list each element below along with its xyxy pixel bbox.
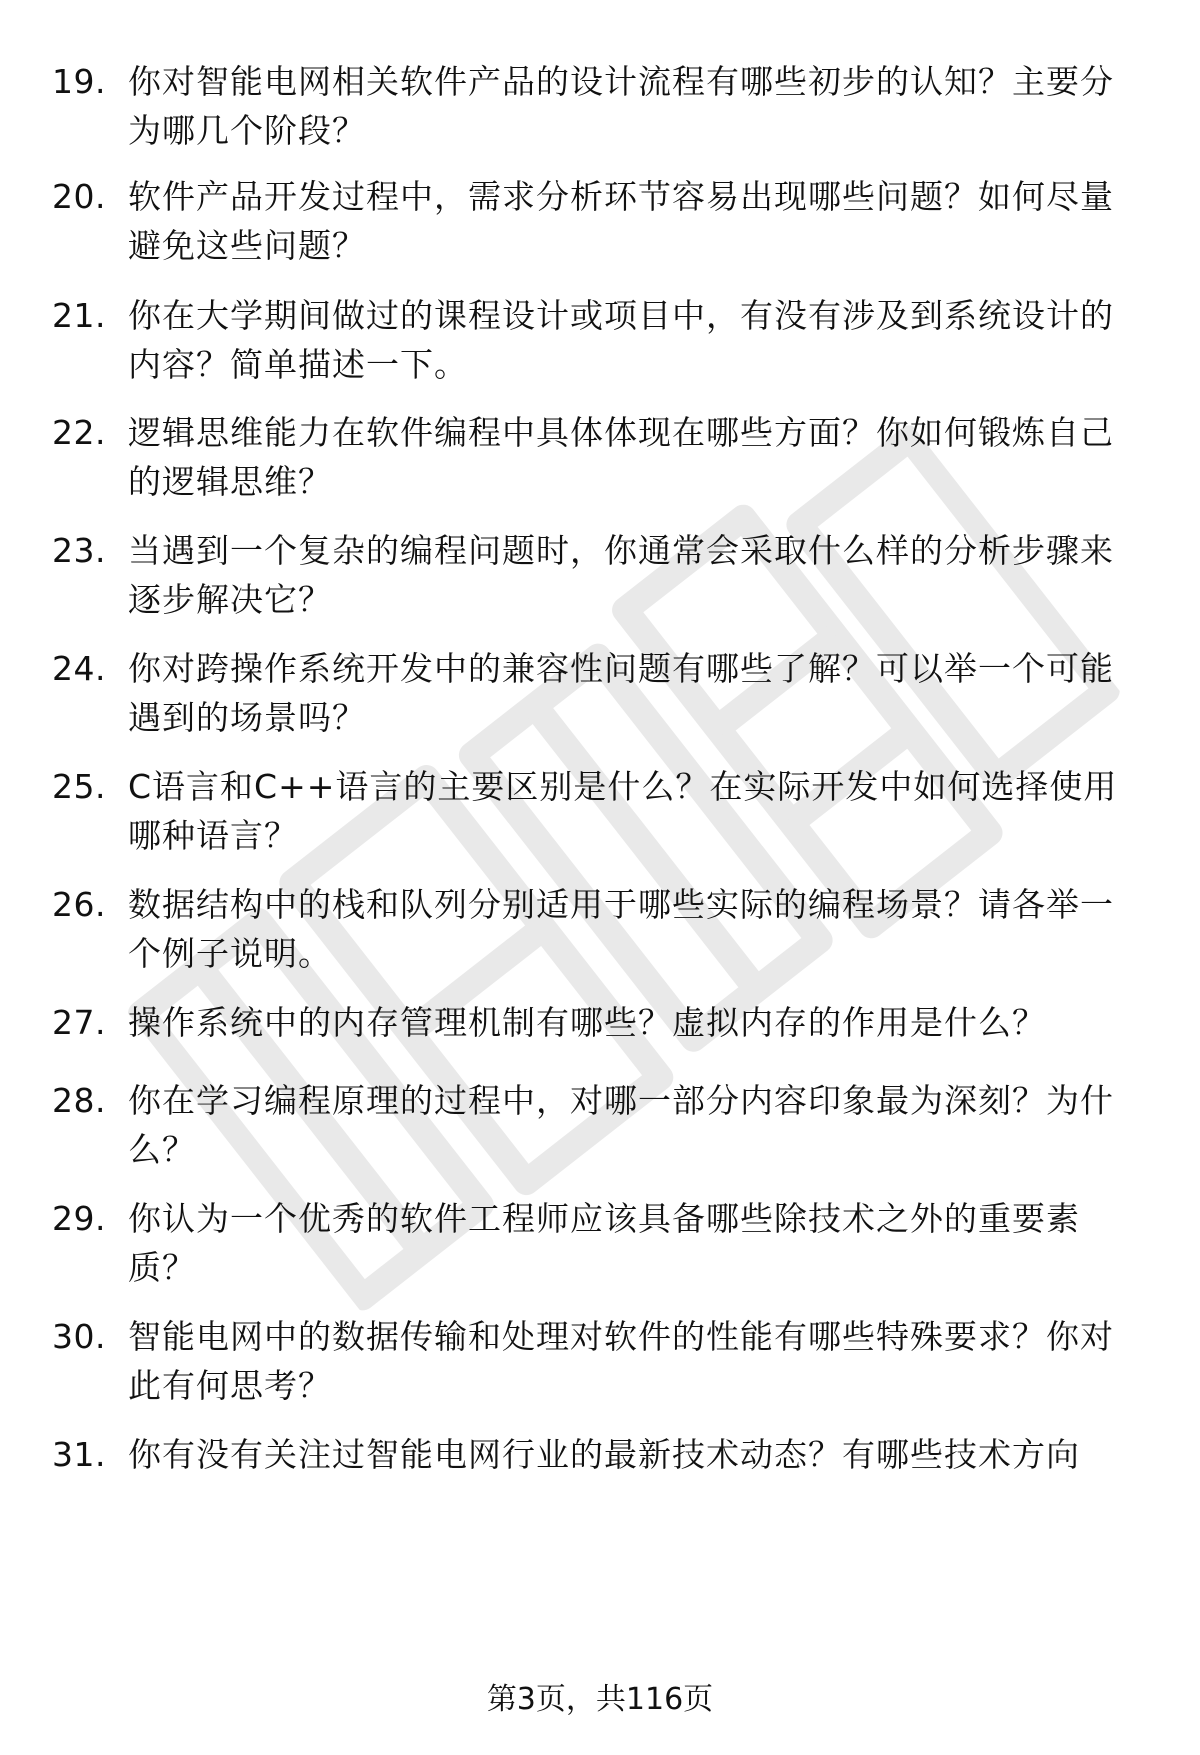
question-text: 你对智能电网相关软件产品的设计流程有哪些初步的认知？主要分为哪几个阶段？ bbox=[128, 62, 1114, 150]
question-text: 你在大学期间做过的课程设计或项目中，有没有涉及到系统设计的内容？简单描述一下。 bbox=[128, 296, 1114, 384]
question-text: 数据结构中的栈和队列分别适用于哪些实际的编程场景？请各举一个例子说明。 bbox=[128, 885, 1114, 973]
question-number: 24. bbox=[52, 649, 106, 688]
question-text: 你对跨操作系统开发中的兼容性问题有哪些了解？可以举一个可能遇到的场景吗？ bbox=[128, 649, 1114, 737]
question-number: 25. bbox=[52, 767, 106, 806]
question-text: 当遇到一个复杂的编程问题时，你通常会采取什么样的分析步骤来逐步解决它？ bbox=[128, 531, 1114, 619]
question-number: 28. bbox=[52, 1081, 106, 1120]
question-number: 31. bbox=[52, 1435, 106, 1474]
question-number: 20. bbox=[52, 177, 106, 216]
question-text: 逻辑思维能力在软件编程中具体体现在哪些方面？你如何锻炼自己的逻辑思维？ bbox=[128, 413, 1114, 501]
question-text: C语言和C++语言的主要区别是什么？在实际开发中如何选择使用哪种语言？ bbox=[128, 767, 1118, 855]
question-text: 你在学习编程原理的过程中，对哪一部分内容印象最为深刻？为什么？ bbox=[128, 1081, 1114, 1169]
question-number: 30. bbox=[52, 1317, 106, 1356]
question-number: 29. bbox=[52, 1199, 106, 1238]
question-text: 操作系统中的内存管理机制有哪些？虚拟内存的作用是什么？ bbox=[128, 1003, 1046, 1042]
question-text: 智能电网中的数据传输和处理对软件的性能有哪些特殊要求？你对此有何思考？ bbox=[128, 1317, 1114, 1405]
page-footer: 第3页，共116页 bbox=[486, 1682, 714, 1717]
question-number: 23. bbox=[52, 531, 106, 570]
question-text: 你认为一个优秀的软件工程师应该具备哪些除技术之外的重要素质？ bbox=[128, 1199, 1080, 1287]
question-number: 22. bbox=[52, 413, 106, 452]
question-number: 19. bbox=[52, 62, 106, 101]
question-number: 21. bbox=[52, 296, 106, 335]
question-text: 软件产品开发过程中，需求分析环节容易出现哪些问题？如何尽量避免这些问题？ bbox=[128, 177, 1114, 265]
question-text: 你有没有关注过智能电网行业的最新技术动态？有哪些技术方向 bbox=[128, 1435, 1080, 1474]
question-number: 26. bbox=[52, 885, 106, 924]
question-number: 27. bbox=[52, 1003, 106, 1042]
